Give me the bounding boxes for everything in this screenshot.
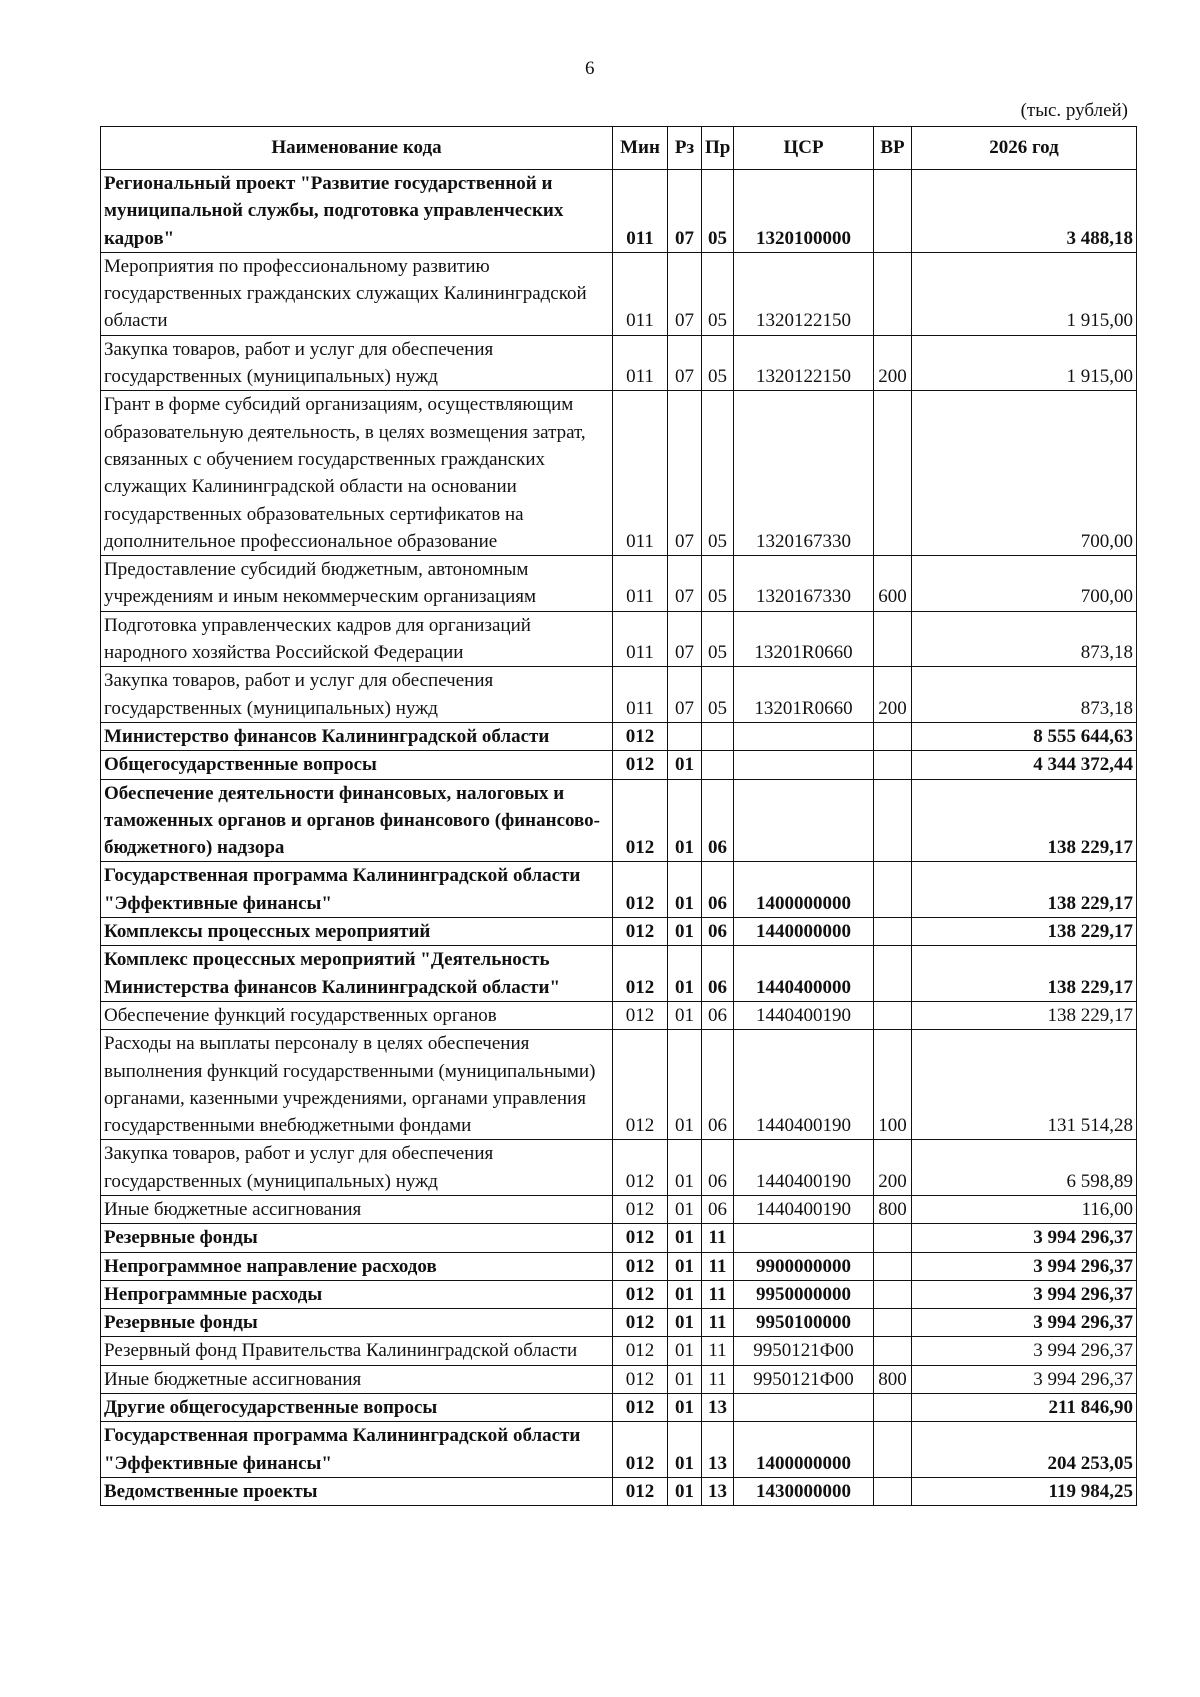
cell-min: 012	[613, 722, 668, 750]
header-csr: ЦСР	[734, 127, 874, 170]
cell-sum: 119 984,25	[912, 1477, 1137, 1505]
cell-vr	[874, 722, 912, 750]
cell-min: 011	[613, 170, 668, 253]
cell-sum: 6 598,89	[912, 1140, 1137, 1196]
cell-pr: 11	[702, 1309, 734, 1337]
cell-min: 012	[613, 779, 668, 862]
cell-sum: 8 555 644,63	[912, 722, 1137, 750]
cell-vr	[874, 1477, 912, 1505]
cell-pr: 05	[702, 170, 734, 253]
table-row	[101, 946, 1137, 1002]
cell-pr: 13	[702, 1477, 734, 1505]
table-row	[101, 779, 1137, 862]
cell-name: Общегосударственные вопросы	[101, 751, 613, 779]
cell-name: Иные бюджетные ассигнования	[101, 1365, 613, 1393]
cell-pr: 05	[702, 391, 734, 556]
header-name: Наименование кода	[101, 127, 613, 170]
table-row	[101, 611, 1137, 667]
cell-vr: 200	[874, 1140, 912, 1196]
cell-sum: 700,00	[912, 556, 1137, 612]
cell-min: 012	[613, 946, 668, 1002]
cell-name: Ведомственные проекты	[101, 1477, 613, 1505]
cell-min: 012	[613, 1365, 668, 1393]
cell-rz	[668, 722, 702, 750]
cell-min: 011	[613, 335, 668, 391]
header-vr: ВР	[874, 127, 912, 170]
table-row	[101, 1422, 1137, 1478]
cell-pr: 05	[702, 252, 734, 335]
cell-pr	[702, 751, 734, 779]
cell-csr: 1320167330	[734, 391, 874, 556]
cell-name: Подготовка управленческих кадров для организаций народного хозяйства Российской Федерации	[101, 611, 613, 667]
cell-name: Предоставление субсидий бюджетным, автономным учреждениям и иным некоммерческим организациям	[101, 556, 613, 612]
cell-vr: 200	[874, 335, 912, 391]
cell-pr: 11	[702, 1224, 734, 1252]
cell-name: Грант в форме субсидий организациям, осуществляющим образовательную деятельность, в целях возмещения затрат, связанных с обучением государственных гражданских служащих Калининградской области на основании государственных образовательных сертификатов на дополнительное профессиональное образование	[101, 391, 613, 556]
cell-name: Иные бюджетные ассигнования	[101, 1195, 613, 1223]
cell-csr: 1440400190	[734, 1030, 874, 1140]
cell-sum: 211 846,90	[912, 1394, 1137, 1422]
cell-vr	[874, 252, 912, 335]
cell-sum: 138 229,17	[912, 779, 1137, 862]
cell-pr: 06	[702, 779, 734, 862]
cell-name: Комплексы процессных мероприятий	[101, 918, 613, 946]
cell-vr: 600	[874, 556, 912, 612]
table-row	[101, 1365, 1137, 1393]
cell-vr	[874, 1001, 912, 1029]
cell-rz: 01	[668, 1195, 702, 1223]
cell-csr	[734, 1224, 874, 1252]
cell-rz: 01	[668, 1140, 702, 1196]
cell-rz: 01	[668, 1365, 702, 1393]
cell-pr: 05	[702, 667, 734, 723]
cell-name: Обеспечение деятельности финансовых, налоговых и таможенных органов и органов финансового (финансово-бюджетного) надзора	[101, 779, 613, 862]
cell-name: Министерство финансов Калининградской области	[101, 722, 613, 750]
cell-vr	[874, 1337, 912, 1365]
table-row	[101, 1140, 1137, 1196]
table-row	[101, 1394, 1137, 1422]
cell-name: Региональный проект "Развитие государственной и муниципальной службы, подготовка управленческих кадров"	[101, 170, 613, 253]
cell-csr: 1400000000	[734, 862, 874, 918]
cell-rz: 07	[668, 667, 702, 723]
cell-csr: 1440400190	[734, 1140, 874, 1196]
table-row	[101, 1337, 1137, 1365]
cell-name: Государственная программа Калининградской области "Эффективные финансы"	[101, 1422, 613, 1478]
cell-rz: 01	[668, 1280, 702, 1308]
cell-name: Закупка товаров, работ и услуг для обеспечения государственных (муниципальных) нужд	[101, 335, 613, 391]
cell-sum: 116,00	[912, 1195, 1137, 1223]
table-row	[101, 1309, 1137, 1337]
cell-min: 012	[613, 1001, 668, 1029]
cell-pr: 06	[702, 1195, 734, 1223]
cell-rz: 07	[668, 556, 702, 612]
cell-pr: 11	[702, 1252, 734, 1280]
cell-csr: 1440000000	[734, 918, 874, 946]
cell-rz: 01	[668, 1224, 702, 1252]
cell-csr: 1320122150	[734, 252, 874, 335]
cell-vr	[874, 611, 912, 667]
cell-sum: 138 229,17	[912, 918, 1137, 946]
cell-vr	[874, 1309, 912, 1337]
table-row	[101, 918, 1137, 946]
cell-sum: 3 994 296,37	[912, 1280, 1137, 1308]
cell-name: Непрограммное направление расходов	[101, 1252, 613, 1280]
cell-pr: 13	[702, 1422, 734, 1478]
header-min: Мин	[613, 127, 668, 170]
cell-name: Резервный фонд Правительства Калининградской области	[101, 1337, 613, 1365]
cell-csr: 9950121Ф00	[734, 1337, 874, 1365]
table-row	[101, 1280, 1137, 1308]
cell-rz: 01	[668, 918, 702, 946]
cell-vr	[874, 918, 912, 946]
cell-sum: 700,00	[912, 391, 1137, 556]
cell-pr: 06	[702, 1140, 734, 1196]
cell-vr	[874, 170, 912, 253]
cell-vr	[874, 1280, 912, 1308]
cell-csr: 1320167330	[734, 556, 874, 612]
cell-min: 011	[613, 391, 668, 556]
table-row	[101, 556, 1137, 612]
cell-csr	[734, 722, 874, 750]
cell-sum: 138 229,17	[912, 862, 1137, 918]
cell-rz: 01	[668, 1477, 702, 1505]
cell-name: Обеспечение функций государственных органов	[101, 1001, 613, 1029]
cell-vr	[874, 946, 912, 1002]
cell-sum: 4 344 372,44	[912, 751, 1137, 779]
header-rz: Рз	[668, 127, 702, 170]
cell-pr: 06	[702, 862, 734, 918]
table-row	[101, 335, 1137, 391]
table-row	[101, 170, 1137, 253]
table-row	[101, 722, 1137, 750]
cell-min: 012	[613, 1030, 668, 1140]
cell-rz: 07	[668, 611, 702, 667]
cell-min: 012	[613, 1195, 668, 1223]
cell-min: 011	[613, 556, 668, 612]
cell-min: 012	[613, 918, 668, 946]
cell-sum: 138 229,17	[912, 1001, 1137, 1029]
cell-pr: 06	[702, 946, 734, 1002]
cell-min: 012	[613, 1337, 668, 1365]
cell-pr: 11	[702, 1280, 734, 1308]
cell-name: Комплекс процессных мероприятий "Деятельность Министерства финансов Калининградской области"	[101, 946, 613, 1002]
table-header-row	[101, 127, 1137, 170]
cell-rz: 01	[668, 1252, 702, 1280]
cell-rz: 01	[668, 1030, 702, 1140]
cell-min: 011	[613, 252, 668, 335]
cell-csr: 1440400190	[734, 1195, 874, 1223]
cell-pr: 06	[702, 1001, 734, 1029]
cell-sum: 3 994 296,37	[912, 1224, 1137, 1252]
cell-pr: 13	[702, 1394, 734, 1422]
cell-rz: 01	[668, 1394, 702, 1422]
cell-csr: 1400000000	[734, 1422, 874, 1478]
cell-rz: 01	[668, 1001, 702, 1029]
table-row	[101, 862, 1137, 918]
budget-table	[100, 126, 1137, 1506]
table-row	[101, 1224, 1137, 1252]
cell-vr: 200	[874, 667, 912, 723]
cell-sum: 3 994 296,37	[912, 1309, 1137, 1337]
cell-vr: 100	[874, 1030, 912, 1140]
cell-sum: 873,18	[912, 611, 1137, 667]
cell-sum: 3 994 296,37	[912, 1337, 1137, 1365]
table-row	[101, 1252, 1137, 1280]
cell-rz: 07	[668, 335, 702, 391]
cell-name: Расходы на выплаты персоналу в целях обеспечения выполнения функций государственными (муниципальными) органами, казенными учреждениями, органами управления государственными внебюджетными фондами	[101, 1030, 613, 1140]
cell-rz: 07	[668, 170, 702, 253]
cell-rz: 01	[668, 946, 702, 1002]
cell-name: Закупка товаров, работ и услуг для обеспечения государственных (муниципальных) нужд	[101, 1140, 613, 1196]
cell-csr: 9950121Ф00	[734, 1365, 874, 1393]
cell-rz: 07	[668, 252, 702, 335]
cell-rz: 01	[668, 779, 702, 862]
cell-csr: 9900000000	[734, 1252, 874, 1280]
cell-min: 012	[613, 1140, 668, 1196]
cell-csr	[734, 1394, 874, 1422]
cell-sum: 3 488,18	[912, 170, 1137, 253]
header-pr: Пр	[702, 127, 734, 170]
cell-vr	[874, 1422, 912, 1478]
cell-name: Непрограммные расходы	[101, 1280, 613, 1308]
cell-rz: 01	[668, 862, 702, 918]
cell-rz: 07	[668, 391, 702, 556]
cell-csr: 1440400000	[734, 946, 874, 1002]
table-row	[101, 1030, 1137, 1140]
cell-name: Государственная программа Калининградской области "Эффективные финансы"	[101, 862, 613, 918]
cell-vr: 800	[874, 1365, 912, 1393]
cell-name: Другие общегосударственные вопросы	[101, 1394, 613, 1422]
cell-name: Резервные фонды	[101, 1309, 613, 1337]
table-row	[101, 1195, 1137, 1223]
cell-pr	[702, 722, 734, 750]
cell-pr: 11	[702, 1337, 734, 1365]
cell-min: 012	[613, 1224, 668, 1252]
table-row	[101, 1477, 1137, 1505]
cell-csr: 1440400190	[734, 1001, 874, 1029]
header-sum: 2026 год	[912, 127, 1137, 170]
cell-csr: 13201R0660	[734, 667, 874, 723]
cell-sum: 3 994 296,37	[912, 1252, 1137, 1280]
cell-rz: 01	[668, 1337, 702, 1365]
cell-csr	[734, 779, 874, 862]
cell-pr: 06	[702, 918, 734, 946]
cell-pr: 05	[702, 335, 734, 391]
cell-name: Резервные фонды	[101, 1224, 613, 1252]
cell-name: Мероприятия по профессиональному развитию государственных гражданских служащих Калининградской области	[101, 252, 613, 335]
table-row	[101, 1001, 1137, 1029]
cell-csr: 1320122150	[734, 335, 874, 391]
cell-pr: 05	[702, 611, 734, 667]
cell-rz: 01	[668, 1309, 702, 1337]
cell-vr	[874, 1394, 912, 1422]
cell-sum: 873,18	[912, 667, 1137, 723]
cell-min: 012	[613, 1309, 668, 1337]
cell-sum: 3 994 296,37	[912, 1365, 1137, 1393]
cell-csr: 1430000000	[734, 1477, 874, 1505]
table-row	[101, 391, 1137, 556]
cell-vr	[874, 1252, 912, 1280]
cell-min: 011	[613, 611, 668, 667]
cell-vr	[874, 391, 912, 556]
cell-csr: 1320100000	[734, 170, 874, 253]
cell-min: 012	[613, 1422, 668, 1478]
cell-min: 012	[613, 1394, 668, 1422]
cell-sum: 138 229,17	[912, 946, 1137, 1002]
cell-vr	[874, 862, 912, 918]
units-label: (тыс. рублей)	[1020, 100, 1128, 121]
cell-sum: 204 253,05	[912, 1422, 1137, 1478]
cell-pr: 06	[702, 1030, 734, 1140]
cell-vr	[874, 1224, 912, 1252]
cell-min: 012	[613, 862, 668, 918]
cell-pr: 05	[702, 556, 734, 612]
cell-csr: 9950100000	[734, 1309, 874, 1337]
cell-csr	[734, 751, 874, 779]
cell-sum: 1 915,00	[912, 335, 1137, 391]
cell-pr: 11	[702, 1365, 734, 1393]
cell-name: Закупка товаров, работ и услуг для обеспечения государственных (муниципальных) нужд	[101, 667, 613, 723]
cell-rz: 01	[668, 1422, 702, 1478]
cell-min: 012	[613, 1477, 668, 1505]
table-row	[101, 751, 1137, 779]
cell-sum: 131 514,28	[912, 1030, 1137, 1140]
cell-sum: 1 915,00	[912, 252, 1137, 335]
table-row	[101, 667, 1137, 723]
cell-vr: 800	[874, 1195, 912, 1223]
table-row	[101, 252, 1137, 335]
cell-csr: 13201R0660	[734, 611, 874, 667]
cell-vr	[874, 779, 912, 862]
cell-min: 012	[613, 1252, 668, 1280]
page-number: 6	[585, 58, 595, 79]
cell-min: 011	[613, 667, 668, 723]
cell-rz: 01	[668, 751, 702, 779]
cell-vr	[874, 751, 912, 779]
cell-csr: 9950000000	[734, 1280, 874, 1308]
cell-min: 012	[613, 751, 668, 779]
cell-min: 012	[613, 1280, 668, 1308]
